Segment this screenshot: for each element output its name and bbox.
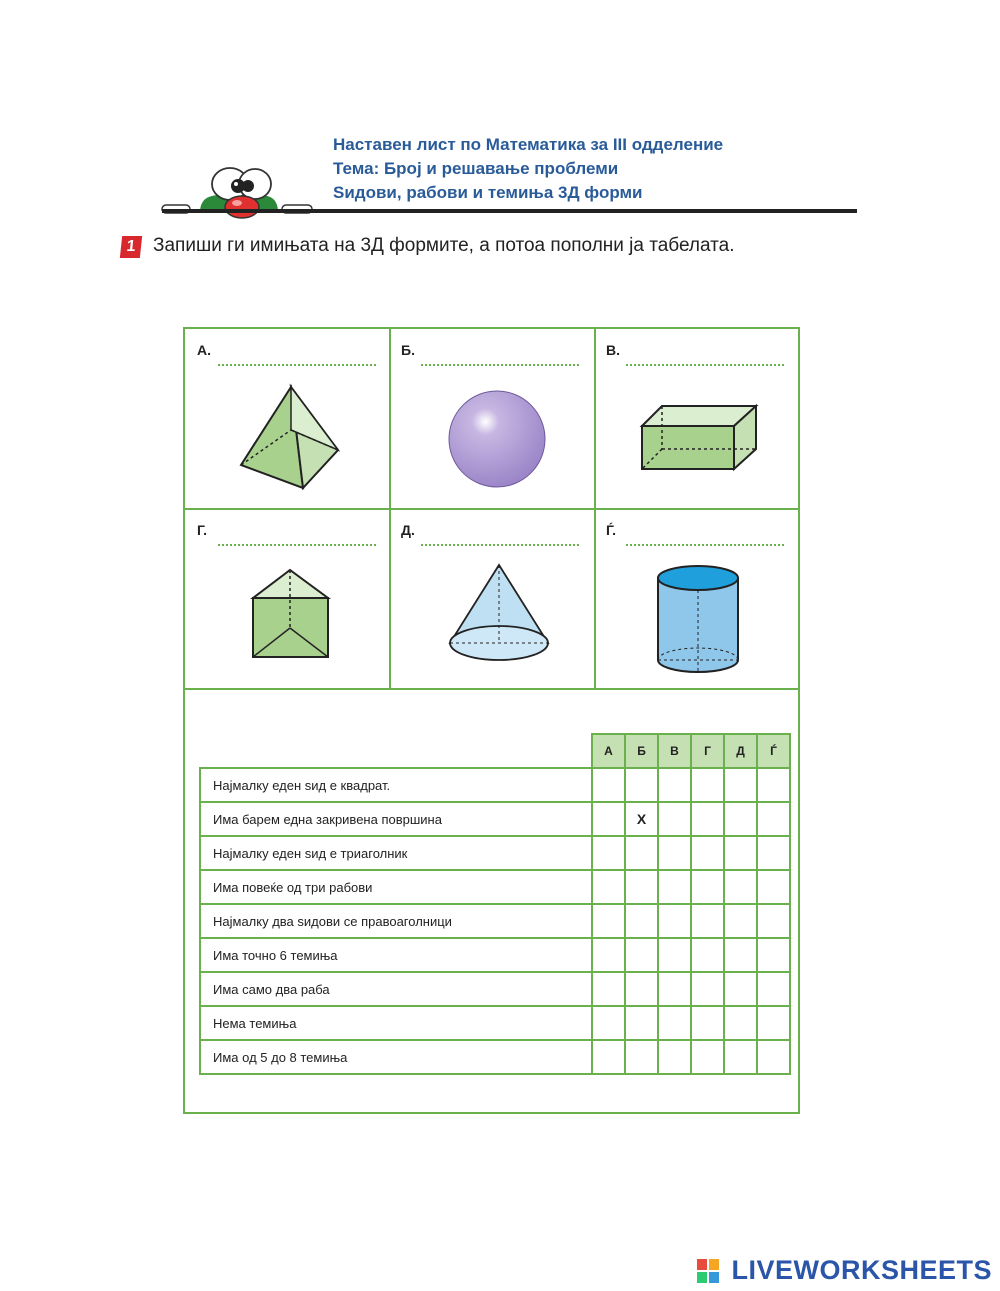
prism-icon: [250, 568, 332, 660]
answer-cell[interactable]: [691, 938, 724, 972]
answer-cell[interactable]: [658, 938, 691, 972]
answer-cell[interactable]: [592, 802, 625, 836]
answer-cell[interactable]: [592, 904, 625, 938]
answer-cell[interactable]: [757, 802, 790, 836]
task-instruction: Запиши ги имињата на 3Д формите, а потоа пополни ја табелата.: [153, 235, 735, 256]
table-row: [200, 870, 790, 904]
answer-cell[interactable]: [625, 1006, 658, 1040]
answer-cell[interactable]: [625, 1040, 658, 1074]
table-row: [200, 768, 790, 802]
sphere-icon: [446, 388, 548, 490]
table-row: [200, 938, 790, 972]
answer-cell[interactable]: [757, 836, 790, 870]
answer-cell[interactable]: [724, 904, 757, 938]
table-row: [200, 1040, 790, 1074]
answer-cell[interactable]: [592, 836, 625, 870]
answer-cell[interactable]: [691, 904, 724, 938]
pyramid-icon: [236, 385, 346, 495]
table-header-row: [200, 734, 790, 768]
col-header: В: [658, 734, 691, 768]
row-label: Има само два раба: [200, 972, 592, 1006]
answer-cell[interactable]: [724, 972, 757, 1006]
table-row: [200, 1006, 790, 1040]
answer-line-b[interactable]: [421, 364, 579, 366]
mascot-icon: [160, 160, 320, 215]
grid-divider: [185, 688, 798, 690]
answer-cell[interactable]: [658, 836, 691, 870]
answer-cell[interactable]: [757, 1006, 790, 1040]
answer-cell[interactable]: [724, 1006, 757, 1040]
answer-cell[interactable]: [658, 904, 691, 938]
table-row: [200, 972, 790, 1006]
answer-cell[interactable]: [625, 836, 658, 870]
table-header-blank: [200, 734, 592, 768]
answer-line-gj[interactable]: [626, 544, 784, 546]
col-header: Ѓ: [757, 734, 790, 768]
answer-cell[interactable]: [757, 972, 790, 1006]
answer-cell[interactable]: [592, 768, 625, 802]
cuboid-icon: [640, 402, 760, 472]
shape-label-b: Б.: [401, 342, 415, 358]
answer-cell[interactable]: X: [625, 802, 658, 836]
shape-label-d: Д.: [401, 522, 415, 538]
answer-cell[interactable]: [724, 836, 757, 870]
table-row: [200, 836, 790, 870]
answer-cell[interactable]: [691, 802, 724, 836]
answer-cell[interactable]: [691, 972, 724, 1006]
answer-cell[interactable]: [724, 938, 757, 972]
answer-cell[interactable]: [658, 972, 691, 1006]
answer-cell[interactable]: [757, 768, 790, 802]
header-divider: [162, 209, 857, 213]
answer-cell[interactable]: [724, 1040, 757, 1074]
answer-cell[interactable]: [691, 870, 724, 904]
table-row: [200, 802, 790, 836]
cone-icon: [448, 563, 550, 665]
answer-line-v[interactable]: [626, 364, 784, 366]
answer-cell[interactable]: [592, 1006, 625, 1040]
table-row: [200, 904, 790, 938]
answer-line-g[interactable]: [218, 544, 376, 546]
answer-cell[interactable]: [658, 802, 691, 836]
answer-cell[interactable]: [691, 836, 724, 870]
answer-cell[interactable]: [724, 802, 757, 836]
shape-label-v: В.: [606, 342, 620, 358]
worksheet-topic: Тема: Број и решавање проблеми: [333, 159, 619, 178]
answer-cell[interactable]: [691, 1006, 724, 1040]
task-number-badge: 1: [120, 236, 142, 258]
answer-cell[interactable]: [691, 1040, 724, 1074]
answer-cell[interactable]: [592, 938, 625, 972]
answer-cell[interactable]: [658, 1040, 691, 1074]
answer-cell[interactable]: [592, 1040, 625, 1074]
col-header: Б: [625, 734, 658, 768]
shape-label-gj: Ѓ.: [606, 522, 617, 538]
answer-cell[interactable]: [625, 768, 658, 802]
row-label: Има точно 6 темиња: [200, 938, 592, 972]
answer-cell[interactable]: [625, 938, 658, 972]
answer-cell[interactable]: [658, 768, 691, 802]
answer-cell[interactable]: [691, 768, 724, 802]
row-label: Најмалку два ѕидови се правоаголници: [200, 904, 592, 938]
answer-cell[interactable]: [625, 904, 658, 938]
answer-line-a[interactable]: [218, 364, 376, 366]
answer-cell[interactable]: [757, 1040, 790, 1074]
col-header: А: [592, 734, 625, 768]
answer-cell[interactable]: [757, 904, 790, 938]
row-label: Најмалку еден ѕид е триаголник: [200, 836, 592, 870]
answer-cell[interactable]: [757, 938, 790, 972]
answer-cell[interactable]: [625, 972, 658, 1006]
row-label: Има барем една закривена површина: [200, 802, 592, 836]
cylinder-icon: [655, 564, 741, 674]
answer-cell[interactable]: [625, 870, 658, 904]
worksheet-subtopic: Ѕидови, рабови и темиња 3Д форми: [333, 183, 643, 202]
col-header: Д: [724, 734, 757, 768]
answer-cell[interactable]: [658, 1006, 691, 1040]
shape-label-a: А.: [197, 342, 211, 358]
grid-divider: [185, 508, 798, 510]
properties-table: [199, 733, 791, 1075]
answer-cell[interactable]: [592, 870, 625, 904]
liveworksheets-logo-icon: [697, 1259, 719, 1283]
answer-cell[interactable]: [658, 870, 691, 904]
row-label: Има повеќе од три рабови: [200, 870, 592, 904]
row-label: Нема темиња: [200, 1006, 592, 1040]
row-label: Има од 5 до 8 темиња: [200, 1040, 592, 1074]
answer-cell[interactable]: [724, 870, 757, 904]
answer-line-d[interactable]: [421, 544, 579, 546]
shape-label-g: Г.: [197, 522, 208, 538]
answer-cell[interactable]: [592, 972, 625, 1006]
liveworksheets-logo[interactable]: LIVEWORKSHEETS: [731, 1255, 992, 1285]
worksheet-title: Наставен лист по Математика за III одделение: [333, 135, 724, 154]
answer-cell[interactable]: [757, 870, 790, 904]
row-label: Најмалку еден ѕид е квадрат.: [200, 768, 592, 802]
answer-cell[interactable]: [724, 768, 757, 802]
col-header: Г: [691, 734, 724, 768]
